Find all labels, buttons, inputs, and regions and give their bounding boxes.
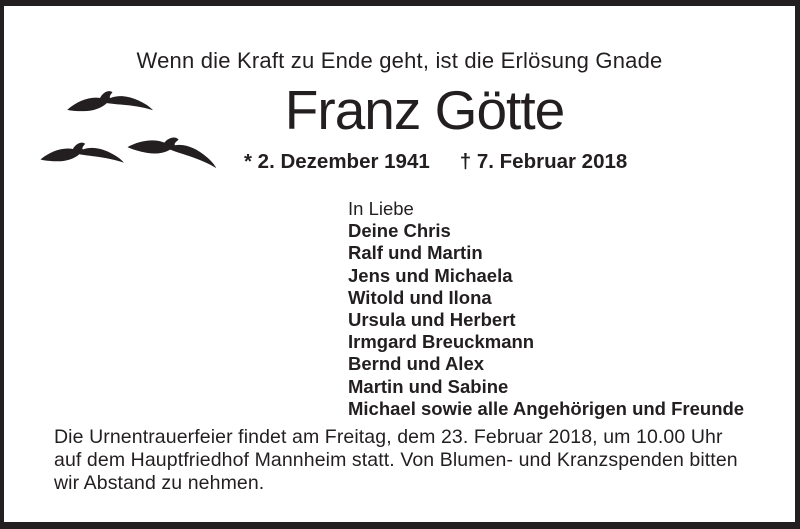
death-date: † 7. Februar 2018 bbox=[459, 150, 628, 173]
mourner-name: Martin und Sabine bbox=[348, 375, 509, 397]
mourners-block bbox=[348, 198, 744, 420]
mourners-intro: In Liebe bbox=[348, 198, 414, 219]
mourner-name: Deine Chris bbox=[348, 220, 451, 242]
mourner-name: Witold und Ilona bbox=[348, 286, 492, 308]
deceased-name: Franz Götte bbox=[284, 79, 565, 141]
mourner-name: Bernd und Alex bbox=[348, 353, 485, 375]
mourners-list bbox=[348, 220, 744, 420]
mourner-name: Irmgard Breuckmann bbox=[348, 331, 535, 353]
mourner-name: Ralf und Martin bbox=[348, 242, 483, 264]
mourner-name: Ursula und Herbert bbox=[348, 309, 516, 331]
funeral-announcement: Die Urnentrauerfeier findet am Freitag, dem 23. Februar 2018, um 10.00 Uhr auf dem Hauptfriedhof Mannheim statt. Von Blumen- und Kranzspenden bitten wir Abstand zu nehmen. bbox=[54, 426, 738, 494]
birth-date: * 2. Dezember 1941 bbox=[244, 150, 430, 173]
epitaph-quote: Wenn die Kraft zu Ende geht, ist die Erlösung Gnade bbox=[136, 48, 663, 73]
life-dates bbox=[244, 150, 627, 174]
mourner-name: Michael sowie alle Angehörigen und Freunde bbox=[348, 397, 745, 419]
mourner-name: Jens und Michaela bbox=[348, 264, 513, 286]
